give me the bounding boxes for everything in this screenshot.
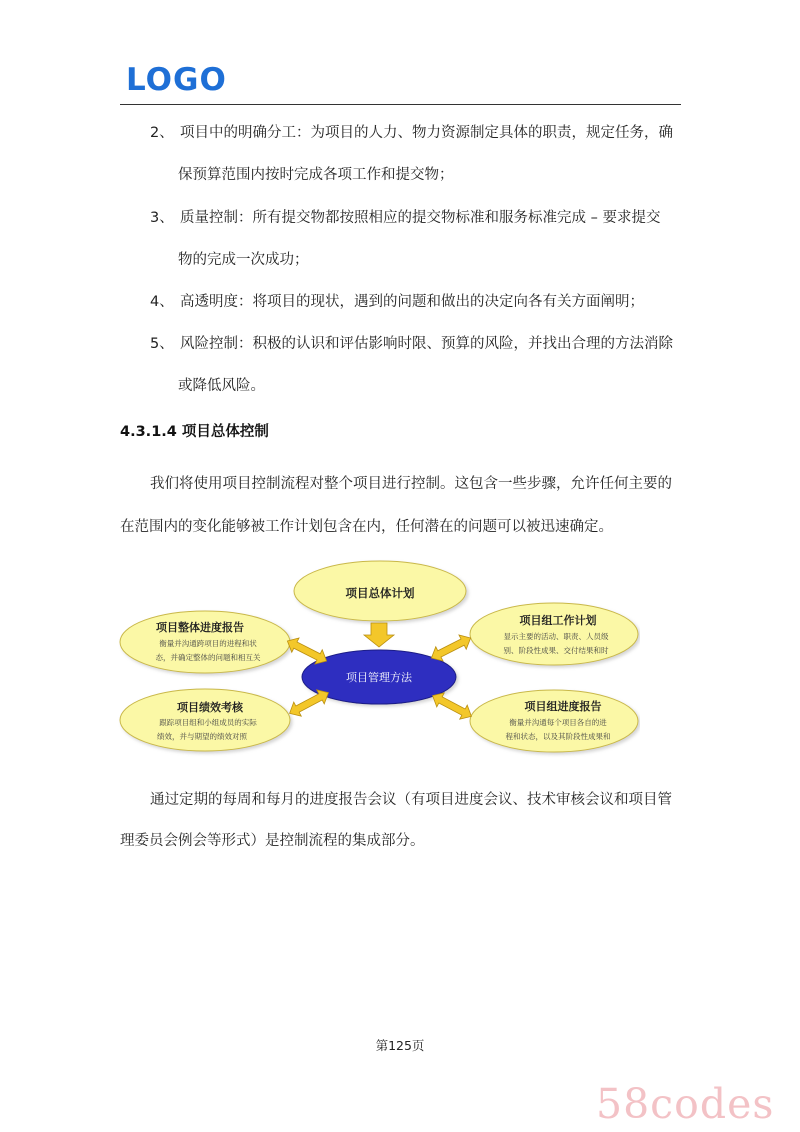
ellipse-right-bottom-title: 项目组进度报告	[524, 700, 602, 713]
ellipse-left-bottom-title: 项目绩效考核	[177, 701, 243, 714]
ellipse-left-top-line2: 态，并确定整体的问题和相互关	[155, 653, 261, 662]
list-item-2-continuation: 保预算范围内按时完成各项工作和提交物；	[178, 167, 454, 183]
paragraph-line-2: 在范围内的变化能够被工作计划包含在内，任何潜在的问题可以被迅速确定。	[120, 519, 613, 535]
list-number: 2、	[150, 125, 174, 141]
ellipse-left-top-line1: 衡量并沟通跨项目的进程和状	[159, 639, 257, 648]
list-item-3	[150, 206, 660, 227]
list-item-2	[150, 121, 673, 142]
list-number: 5、	[150, 336, 174, 352]
paragraph-line-1: 我们将使用项目控制流程对整个项目进行控制。这包含一些步骤，允许任何主要的	[150, 476, 672, 492]
arrow-down-icon	[364, 623, 394, 647]
list-item-4	[150, 290, 644, 311]
ellipse-left-bottom-line1: 跟踪项目组和小组成员的实际	[159, 718, 257, 727]
ellipse-right-top-line2: 别、阶段性成果、交付结果和时	[503, 646, 609, 655]
ellipse-right-top-title: 项目组工作计划	[519, 614, 597, 627]
ellipse-right-bottom-line1: 衡量并沟通每个项目各自的进	[509, 718, 607, 727]
list-text: 高透明度：将项目的现状，遇到的问题和做出的决定向各有关方面阐明；	[180, 294, 644, 310]
closing-line-2: 理委员会例会等形式）是控制流程的集成部分。	[120, 833, 425, 849]
ellipse-right-bottom-line2: 程和状态，以及其阶段性成果和	[505, 732, 611, 741]
watermark: 58codes	[596, 1080, 775, 1128]
header-divider	[120, 104, 681, 105]
ellipse-center-label: 项目管理方法	[346, 671, 412, 684]
ellipse-top-label: 项目总体计划	[345, 586, 415, 600]
list-number: 3、	[150, 210, 174, 226]
logo: LOGO	[126, 62, 227, 98]
list-item-5	[150, 332, 673, 353]
list-number: 4、	[150, 294, 174, 310]
list-text: 项目中的明确分工：为项目的人力、物力资源制定具体的职责，规定任务，确	[180, 125, 673, 141]
page-number: 第125页	[375, 1038, 425, 1053]
ellipse-right-top-line1: 显示主要的活动、职责、人员级	[503, 632, 609, 641]
ellipse-left-top-title: 项目整体进度报告	[156, 621, 244, 634]
section-heading: 4.3.1.4 项目总体控制	[120, 424, 269, 440]
project-control-diagram	[118, 558, 640, 772]
list-item-3-continuation: 物的完成一次成功；	[178, 252, 309, 268]
list-text: 风险控制：积极的认识和评估影响时限、预算的风险，并找出合理的方法消除	[180, 336, 673, 352]
closing-line-1: 通过定期的每周和每月的进度报告会议（有项目进度会议、技术审核会议和项目管	[150, 792, 672, 808]
list-text: 质量控制：所有提交物都按照相应的提交物标准和服务标准完成 – 要求提交	[180, 210, 661, 226]
ellipse-left-bottom-line2: 绩效，并与期望的绩效对照	[157, 732, 247, 741]
list-item-5-continuation: 或降低风险。	[178, 378, 265, 394]
